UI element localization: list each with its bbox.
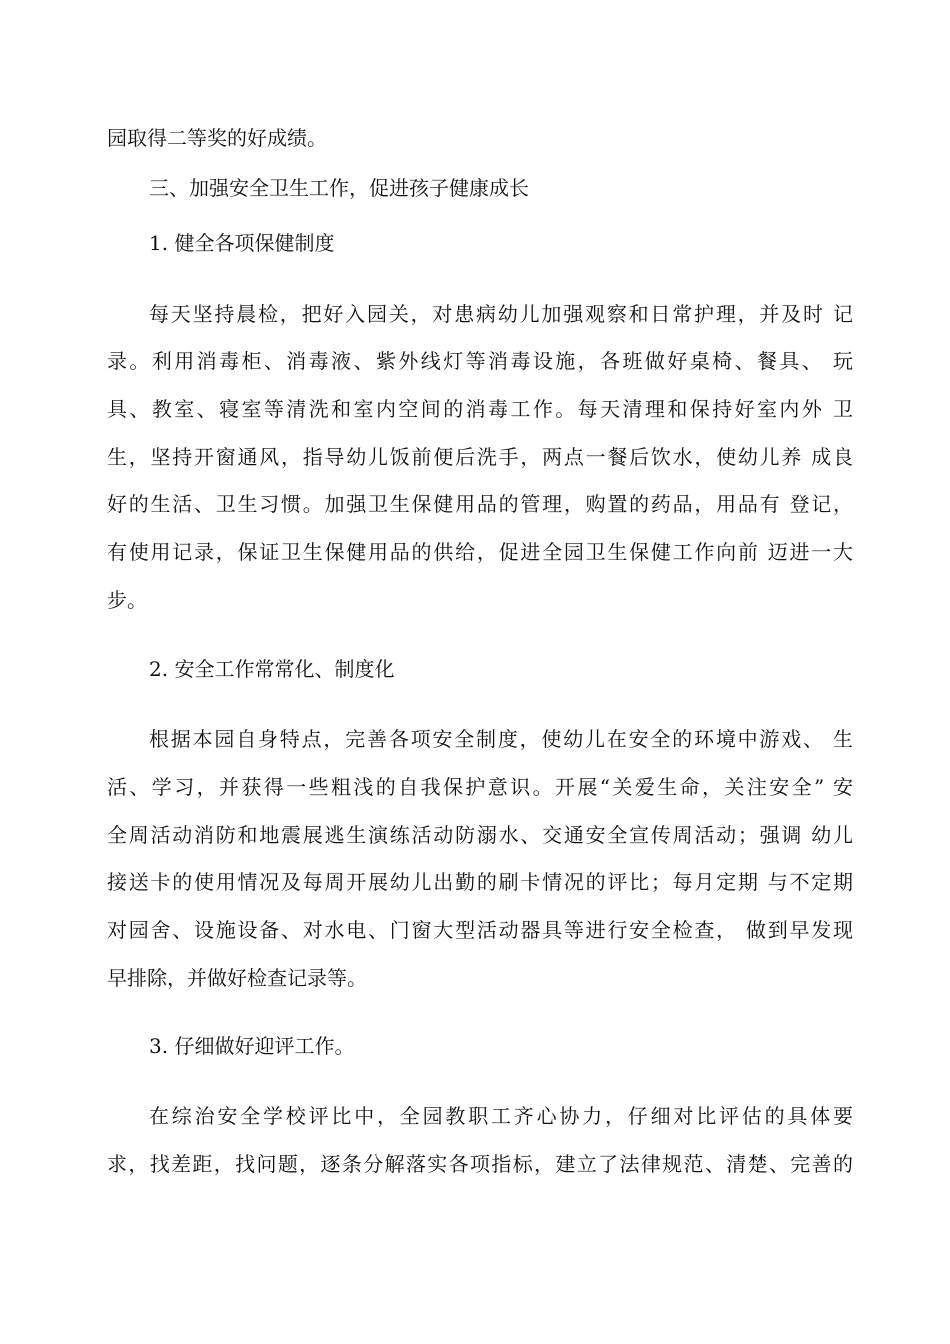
paragraph-line: 根据本园自身特点，完善各项安全制度，使幼儿在安全的环境中游戏、 生 xyxy=(149,727,853,751)
paragraph-line: 每天坚持晨检，把好入园关，对患病幼儿加强观察和日常护理，并及时 记 xyxy=(149,302,853,326)
paragraph-line: 具、教室、寝室等清洗和室内空间的消毒工作。每天清理和保持好室内外 卫 xyxy=(107,397,853,421)
subsection-heading: 2. 安全工作常常化、制度化 xyxy=(149,657,395,681)
paragraph-line: 步。 xyxy=(107,588,147,612)
paragraph-line: 录。利用消毒柜、消毒液、紫外线灯等消毒设施，各班做好桌椅、餐具、 玩 xyxy=(107,349,853,373)
subsection-heading: 1. 健全各项保健制度 xyxy=(149,231,335,255)
paragraph-line: 对园舍、设施设备、对水电、门窗大型活动器具等进行安全检查， 做到早发现 xyxy=(107,918,853,942)
paragraph-line: 活、学习，并获得一些粗浅的自我保护意识。开展“关爱生命，关注安全” 安 xyxy=(107,775,853,799)
paragraph-line: 有使用记录，保证卫生保健用品的供给，促进全园卫生保健工作向前 迈进一大 xyxy=(107,540,853,564)
paragraph-line: 在综治安全学校评比中，全园教职工齐心协力，仔细对比评估的具体要 xyxy=(149,1104,853,1128)
section-heading: 三、加强安全卫生工作，促进孩子健康成长 xyxy=(149,176,529,200)
subsection-heading: 3. 仔细做好迎评工作。 xyxy=(149,1034,355,1058)
paragraph-line: 接送卡的使用情况及每周开展幼儿出勤的刷卡情况的评比；每月定期 与不定期 xyxy=(107,870,853,894)
paragraph-line: 全周活动消防和地震展逃生演练活动防溺水、交通安全宣传周活动；强调 幼儿 xyxy=(107,823,853,847)
paragraph-line: 求，找差距，找问题，逐条分解落实各项指标，建立了法律规范、清楚、完善的 xyxy=(107,1152,853,1176)
paragraph-line: 园取得二等奖的好成绩。 xyxy=(107,126,327,150)
paragraph-line: 生，坚持开窗通风，指导幼儿饭前便后洗手，两点一餐后饮水，使幼儿养 成良 xyxy=(107,445,853,469)
paragraph-line: 早排除，并做好检查记录等。 xyxy=(107,966,367,990)
paragraph-line: 好的生活、卫生习惯。加强卫生保健用品的管理，购置的药品，用品有 登记， xyxy=(107,492,853,516)
